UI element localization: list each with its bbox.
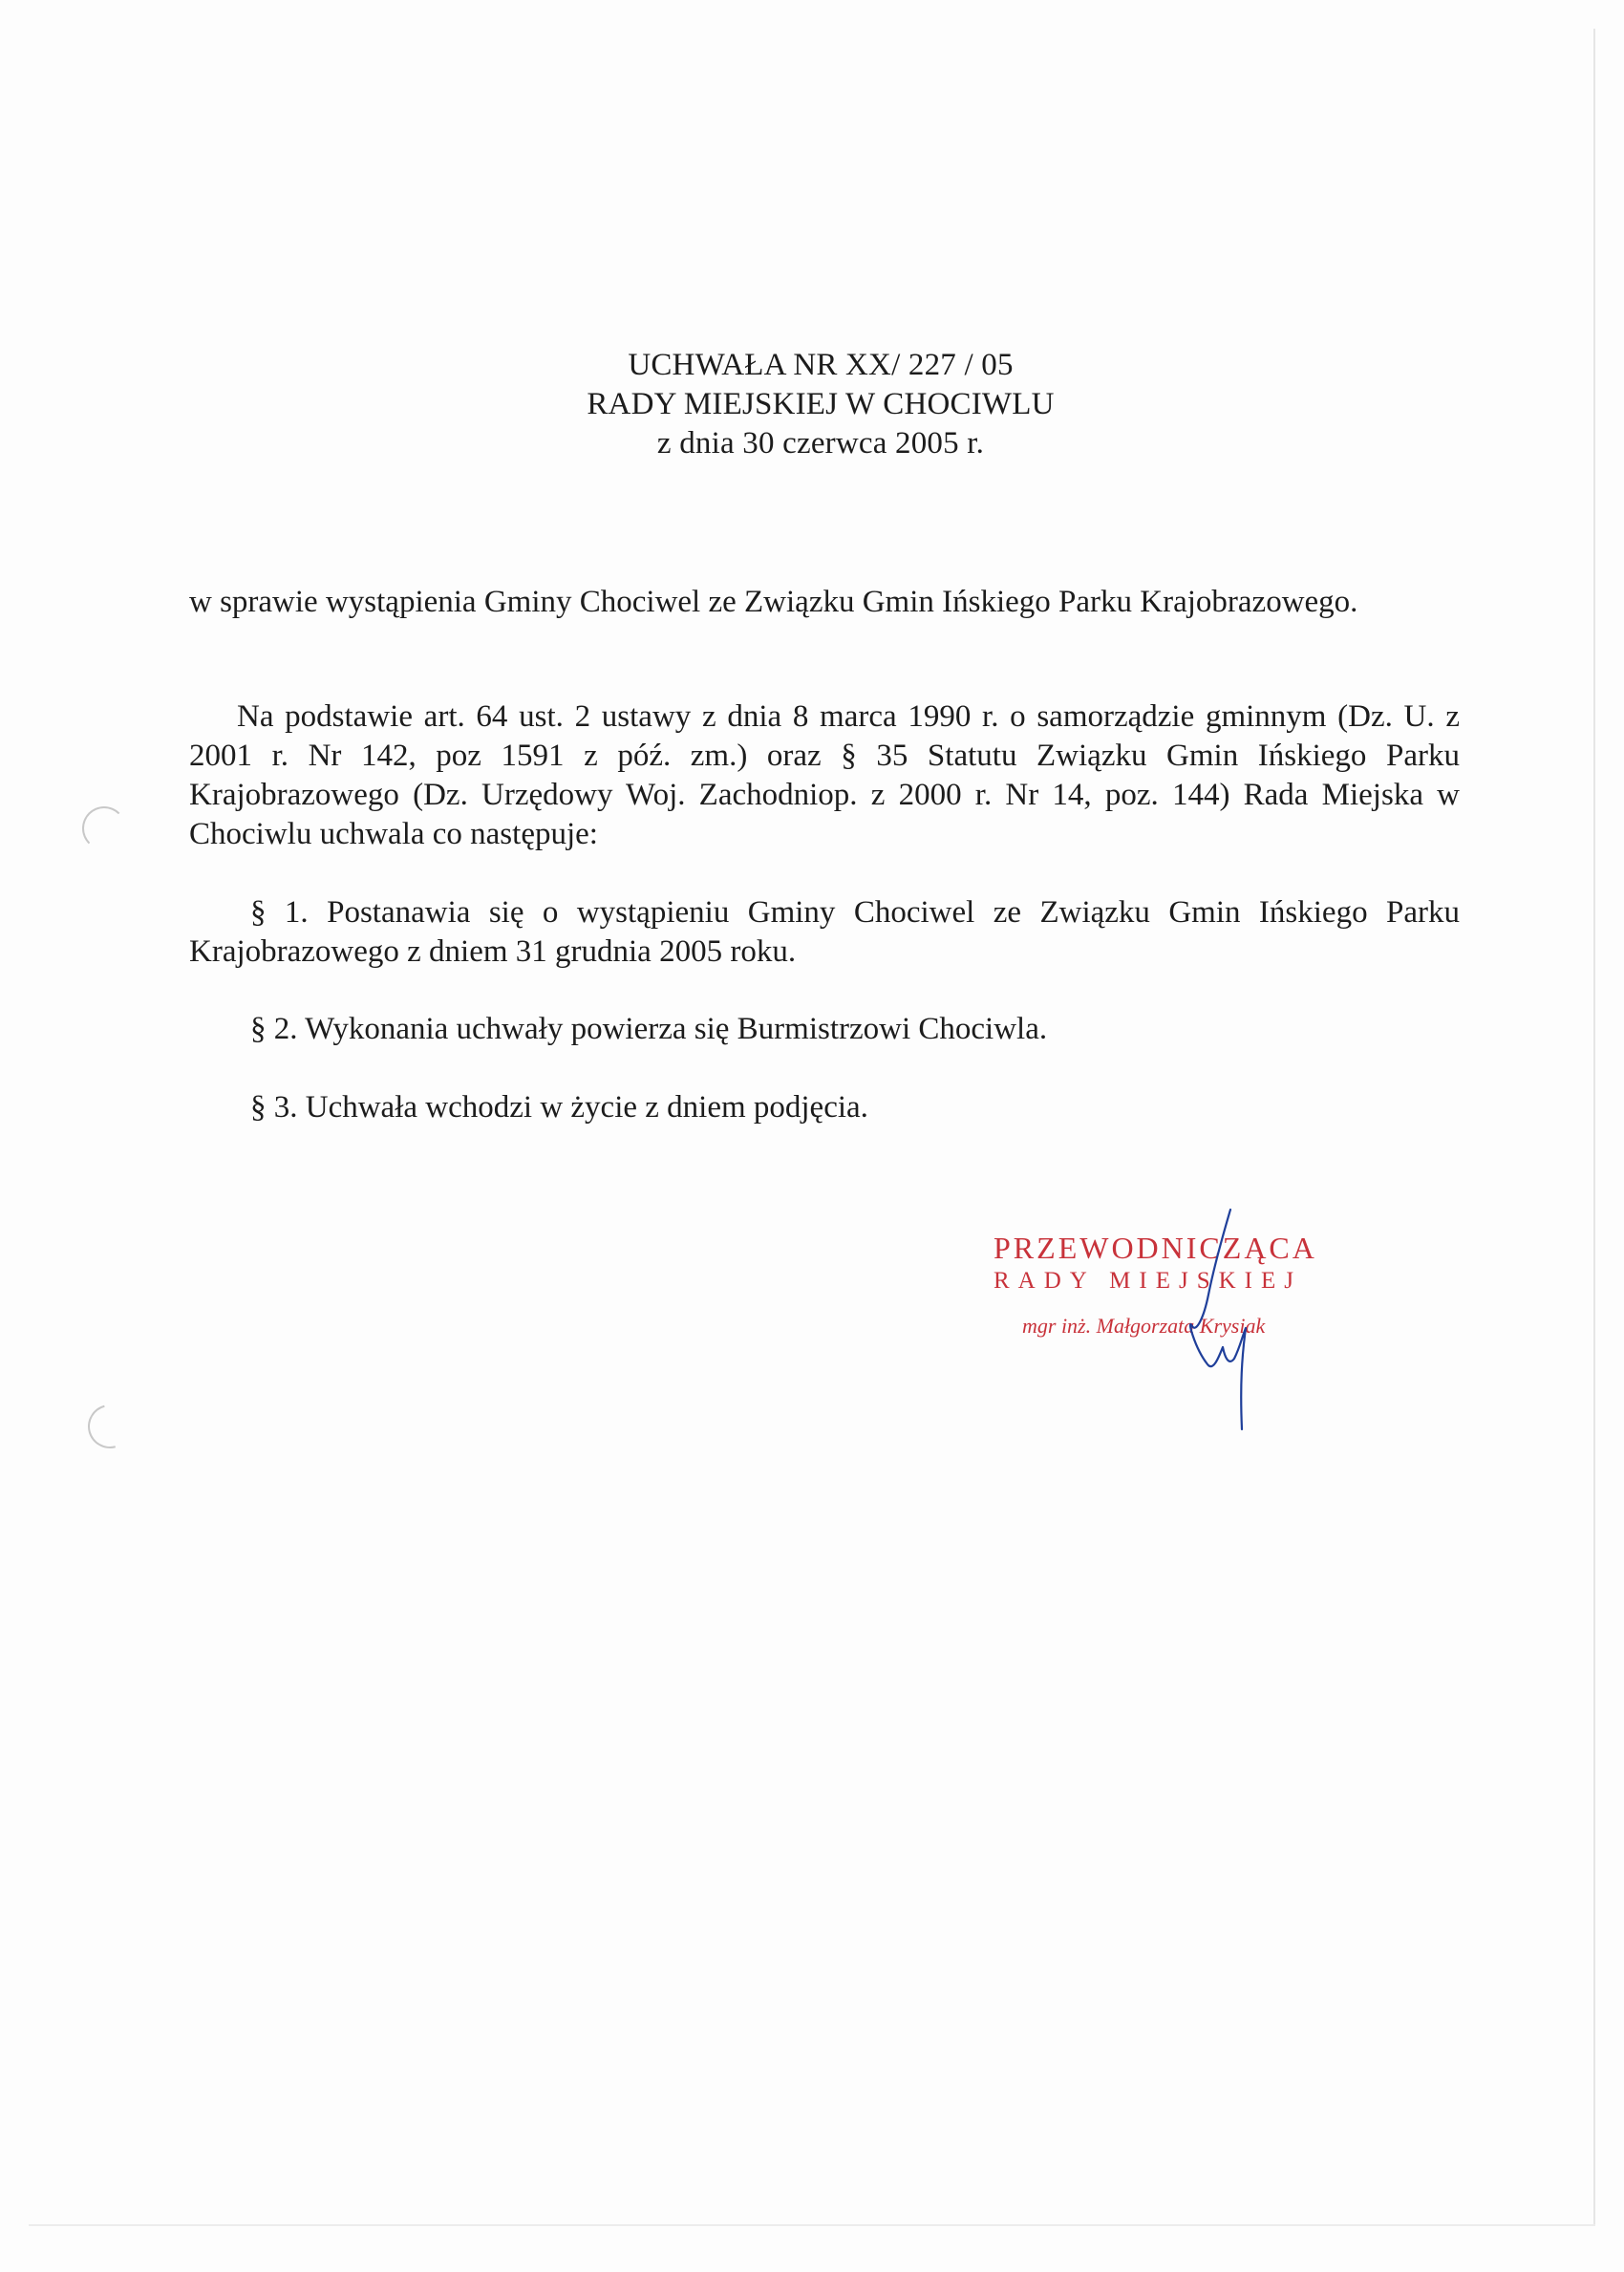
resolution-subject: w sprawie wystąpienia Gminy Chociwel ze Związku Gmin Ińskiego Parku Krajobrazowego. (189, 585, 1358, 619)
punch-hole (80, 1397, 140, 1457)
page-edge (29, 2224, 1595, 2226)
legal-basis-paragraph: Na podstawie art. 64 ust. 2 ustawy z dnia 8 marca 1990 r. o samorządzie gminnym (Dz. U. z 2001 r. Nr 142, poz 1591 z póź. zm.) oraz § 35 Statutu Związku Gmin Ińskiego Parku Krajobrazowego (Dz. Urzędowy Woj. Zachodniop. z 2000 r. Nr 14, poz. 144) Rada Miejska w Chociwlu uchwala co następuje: (189, 699, 1460, 851)
council-name: RADY MIEJSKIEJ W CHOCIWLU (587, 387, 1055, 421)
punch-hole (82, 806, 126, 850)
resolution-date: z dnia 30 czerwca 2005 r. (656, 426, 985, 461)
resolution-title: UCHWAŁA NR XX/ 227 / 05 (628, 348, 1014, 382)
document-header (0, 346, 1624, 463)
stamp-signatory-name: mgr inż. Małgorzata Krysiak (1022, 1314, 1266, 1338)
stamp-council: RADY MIEJSKIEJ (994, 1268, 1302, 1294)
section-2-paragraph: § 2. Wykonania uchwały powierza się Burmistrzowi Chociwla. (250, 1012, 1048, 1046)
section-1-paragraph: § 1. Postanawia się o wystąpieniu Gminy Chociwel ze Związku Gmin Ińskiego Parku Krajobrazowego z dniem 31 grudnia 2005 roku. (189, 895, 1460, 969)
section-3-paragraph: § 3. Uchwała wchodzi w życie z dniem podjęcia. (250, 1090, 868, 1125)
handwritten-signature (1175, 1204, 1261, 1433)
stamp-title: PRZEWODNICZĄCA (994, 1231, 1317, 1265)
